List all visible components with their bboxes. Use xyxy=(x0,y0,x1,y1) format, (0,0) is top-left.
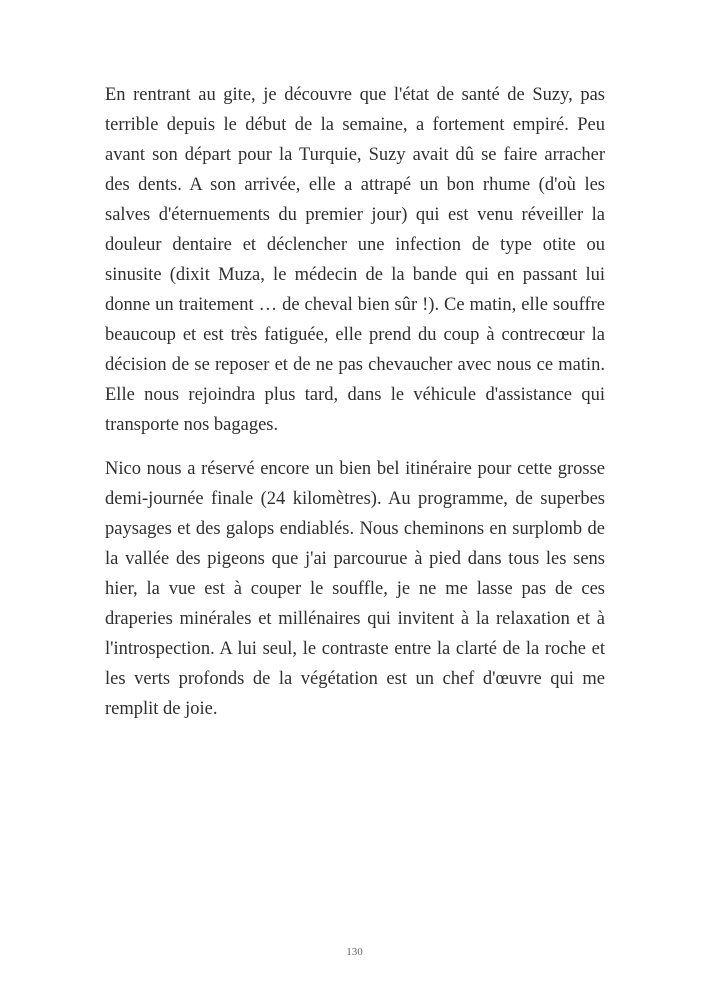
paragraph: Nico nous a réservé encore un bien bel itinéraire pour cette grosse demi-journée finale (24 kilomètres). Au programme, de superbes paysages et des galops endiablés. Nous cheminons en surplomb de la vallée des pigeons que j'ai parcourue à pied dans tous les sens hier, la vue est à couper le souffle, je ne me lasse pas de ces draperies minérales et millénaires qui invitent à la relaxation et à l'introspection. A lui seul, le contraste entre la clarté de la roche et les verts profonds de la végétation est un chef d'œuvre qui me remplit de joie. xyxy=(105,459,605,719)
paragraph: En rentrant au gite, je découvre que l'état de santé de Suzy, pas terrible depuis le début de la semaine, a fortement empiré. Peu avant son départ pour la Turquie, Suzy avait dû se faire arracher des dents. A son arrivée, elle a attrapé un bon rhume (d'où les salves d'éternuements du premier jour) qui est venu réveiller la douleur dentaire et déclencher une infection de type otite ou sinusite (dixit Muza, le médecin de la bande qui en passant lui donne un traitement … de cheval bien sûr !). Ce matin, elle souffre beaucoup et est très fatiguée, elle prend du coup à contrecœur la décision de se reposer et de ne pas chevaucher avec nous ce matin. Elle nous rejoindra plus tard, dans le véhicule d'assistance qui transporte nos bagages. xyxy=(105,85,605,435)
page-body xyxy=(105,80,605,724)
page-number: 130 xyxy=(346,946,363,958)
